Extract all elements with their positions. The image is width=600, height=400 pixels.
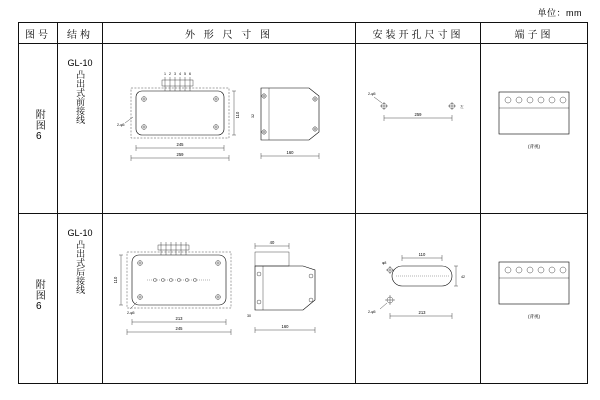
svg-text:6: 6 — [189, 72, 191, 76]
cell-structure-1 — [58, 44, 103, 214]
header-mounting: 安装开孔尺寸图 — [356, 23, 481, 44]
cell-terminal-2 — [481, 214, 588, 384]
cell-outline-2 — [103, 214, 356, 384]
terminal-caption-1: (背视) — [528, 144, 540, 149]
dim-front-width-outer-2: 245 — [175, 326, 183, 331]
dim-front-width-inner-1: 245 — [176, 142, 184, 147]
header-terminal: 端子图 — [481, 23, 588, 44]
cell-terminal-1 — [481, 44, 588, 214]
structure-label-1: 凸出式前接线 — [75, 70, 86, 125]
header-outline: 外 形 尺 寸 图 — [103, 23, 356, 44]
header-figure-no: 图号 — [19, 23, 58, 44]
cell-structure-2 — [58, 214, 103, 384]
outline-drawing-front-wiring — [103, 44, 353, 204]
dimension-table — [18, 22, 588, 384]
dim-mount-center-2: 213 — [418, 310, 426, 315]
dim-mount-center-1: 259 — [414, 112, 422, 117]
dim-mount-hole-note-1: 2-φ5 — [368, 92, 376, 96]
unit-note: 单位：mm — [537, 8, 582, 18]
table-row — [19, 214, 588, 384]
svg-text:1: 1 — [164, 72, 166, 76]
terminal-drawing-front-wiring — [481, 44, 587, 204]
header-structure: 结构 — [58, 23, 103, 44]
svg-text:5: 5 — [184, 72, 186, 76]
dim-side-top-2: 40 — [269, 240, 275, 245]
cell-mounting-2 — [356, 214, 481, 384]
dim-small-1: 32 — [251, 114, 255, 118]
dim-front-height-2: 110 — [113, 276, 118, 284]
dim-front-width-outer-1: 259 — [176, 152, 184, 157]
svg-text:2: 2 — [169, 72, 171, 76]
mounting-drawing-rear-wiring — [356, 214, 480, 374]
svg-text:4: 4 — [179, 72, 181, 76]
dim-mount-hole-note-2: 2-φ5 — [368, 310, 376, 314]
cell-outline-1 — [103, 44, 356, 214]
mounting-drawing-front-wiring — [356, 44, 480, 204]
figure-no-label-1: 附图6 — [33, 109, 45, 143]
table-header-row — [19, 23, 588, 44]
dim-mount-side-note-1: 左 — [460, 105, 464, 109]
dim-slot-width-2: 110 — [418, 252, 426, 257]
cell-mounting-1 — [356, 44, 481, 214]
dim-hole-note-2: 2-φ5 — [127, 311, 135, 315]
structure-label-2: 凸出式后接线 — [75, 240, 86, 295]
cell-figure-no-2 — [19, 214, 58, 384]
structure-model-1: GL-10 — [67, 57, 93, 68]
svg-text:3: 3 — [174, 72, 176, 76]
dim-side-length-1: 160 — [286, 150, 294, 155]
dim-side-small-2: 30 — [247, 314, 251, 318]
dim-front-width-inner-2: 213 — [175, 316, 183, 321]
table-row — [19, 44, 588, 214]
dim-mount-top-note-2: φ8 — [382, 261, 387, 265]
terminal-caption-2: (背视) — [528, 314, 540, 319]
structure-model-2: GL-10 — [67, 227, 93, 238]
dim-side-length-2: 160 — [281, 324, 289, 329]
dim-slot-height-2: 42 — [461, 275, 465, 279]
outline-drawing-rear-wiring — [103, 214, 353, 374]
dim-front-height-1: 110 — [235, 111, 240, 119]
figure-no-label-2: 附图6 — [33, 279, 45, 313]
terminal-drawing-rear-wiring — [481, 214, 587, 374]
dim-hole-note-1: 2-φ5 — [117, 123, 125, 127]
cell-figure-no-1 — [19, 44, 58, 214]
